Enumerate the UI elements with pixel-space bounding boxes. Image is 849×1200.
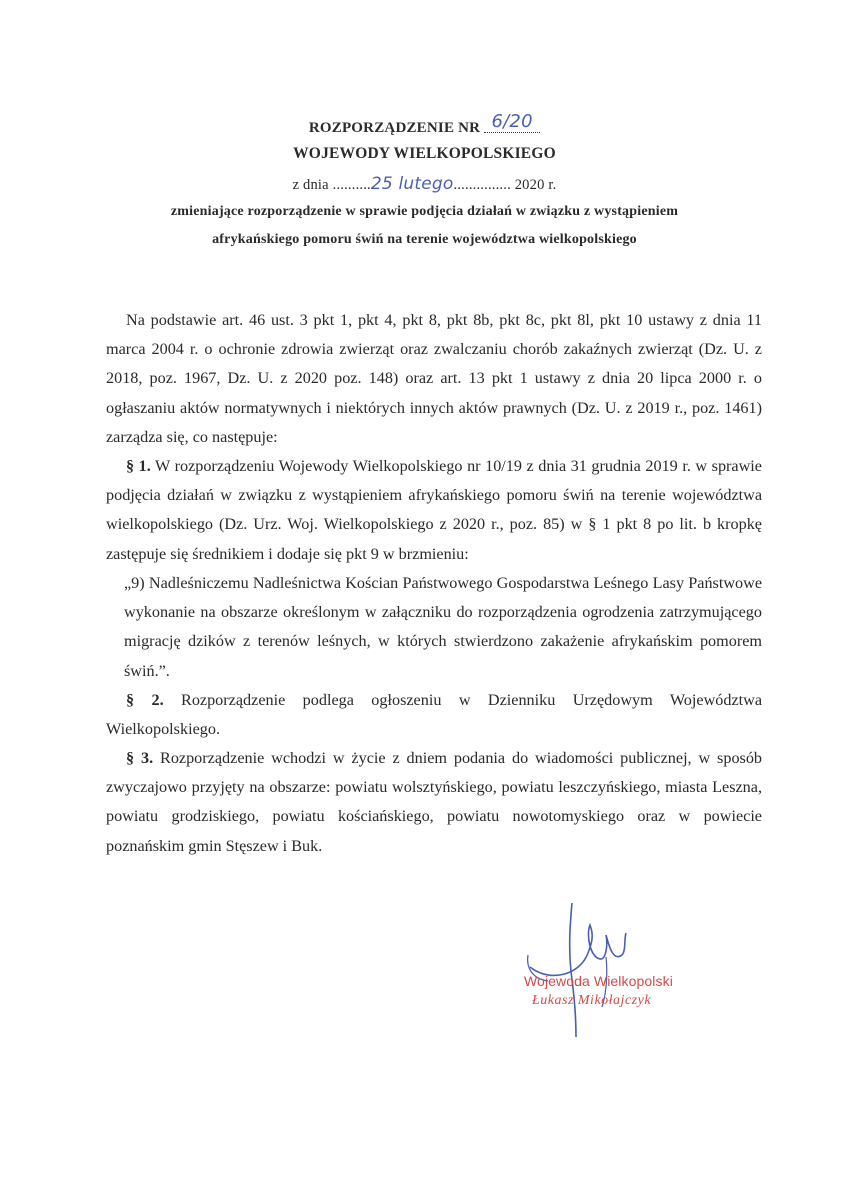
signature-block [510,895,710,1045]
handwritten-date: 25 lutego [370,174,454,194]
authority-name: WOJEWODY WIELKOPOLSKIEGO [293,145,556,162]
section-2-text: Rozporządzenie podlega ogłoszeniu w Dzienniku Urzędowym Województwa Wielkopolskiego. [106,691,763,739]
section-2-label: § 2. [126,691,164,709]
handwritten-number: 6/20 [484,111,540,133]
handwritten-signature [510,895,710,1045]
section-3-label: § 3. [126,749,154,767]
section-1-label: § 1. [126,457,151,475]
date-suffix: 2020 r. [514,177,557,193]
section-3-text: Rozporządzenie wchodzi w życie z dniem podania do wiadomości publicznej, w sposób zwyczajowo przyjęty na obszarze: powiatu wolsztyńskiego, powiatu leszczyńskiego, miasta Leszna, powiatu grodziskiego, powiatu kościańskiego, powiatu nowotomyskiego oraz w powiecie poznańskim gmin Stęszew i Buk. [106,749,763,855]
regulation-title [0,111,849,138]
section-2-paragraph [106,686,762,744]
stamp-title: Wojewoda Wielkopolski [524,973,673,989]
section-1-paragraph [106,452,762,569]
subject-line-2: afrykańskiego pomoru świń na terenie województwa wielkopolskiego [212,232,637,247]
subject-line-1: zmieniające rozporządzenie w sprawie podjęcia działań w związku z wystąpieniem [170,204,679,219]
date-line [0,174,849,194]
preamble-paragraph: Na podstawie art. 46 ust. 3 pkt 1, pkt 4, pkt 8, pkt 8b, pkt 8c, pkt 8l, pkt 10 ustawy z dnia 11 marca 2004 r. o ochronie zdrowia zwierząt oraz zwalczaniu chorób zakaźnych zwierząt (Dz. U. z 2018, poz. 1967, Dz. U. z 2020 poz. 148) oraz art. 13 pkt 1 ustawy z dnia 20 lipca 2000 r. o ogłaszaniu aktów normatywnych i niektórych innych aktów prawnych (Dz. U. z 2019 r., poz. 1461) zarządza się, co następuje: [106,311,762,446]
quoted-point-9: „9) Nadleśniczemu Nadleśnictwa Kościan Państwowego Gospodarstwa Leśnego Lasy Państwowe wykonanie na obszarze określonym w załączniku do rozporządzenia ogrodzenia zatrzymującego migrację dzików z terenów leśnych, w których stwierdzono zakażenie afrykańskim pomorem świń.”. [124,574,762,680]
stamp-name: Łukasz Mikołajczyk [532,993,652,1008]
section-3-paragraph [106,744,762,861]
date-dots-right: ............... [453,177,511,193]
title-prefix: ROZPORZĄDZENIE NR [308,120,481,136]
date-dots-left: .......... [332,177,371,193]
section-1-text: W rozporządzeniu Wojewody Wielkopolskiego nr 10/19 z dnia 31 grudnia 2019 r. w sprawie podjęcia działań w związku z wystąpieniem afrykańskiego pomoru świń na terenie województwa wielkopolskiego (Dz. Urz. Woj. Wielkopolskiego z 2020 r., poz. 85) w § 1 pkt 8 po lit. b kropkę zastępuje się średnikiem i dodaje się pkt 9 w brzmieniu: [106,457,762,563]
date-prefix: z dnia [292,177,329,193]
